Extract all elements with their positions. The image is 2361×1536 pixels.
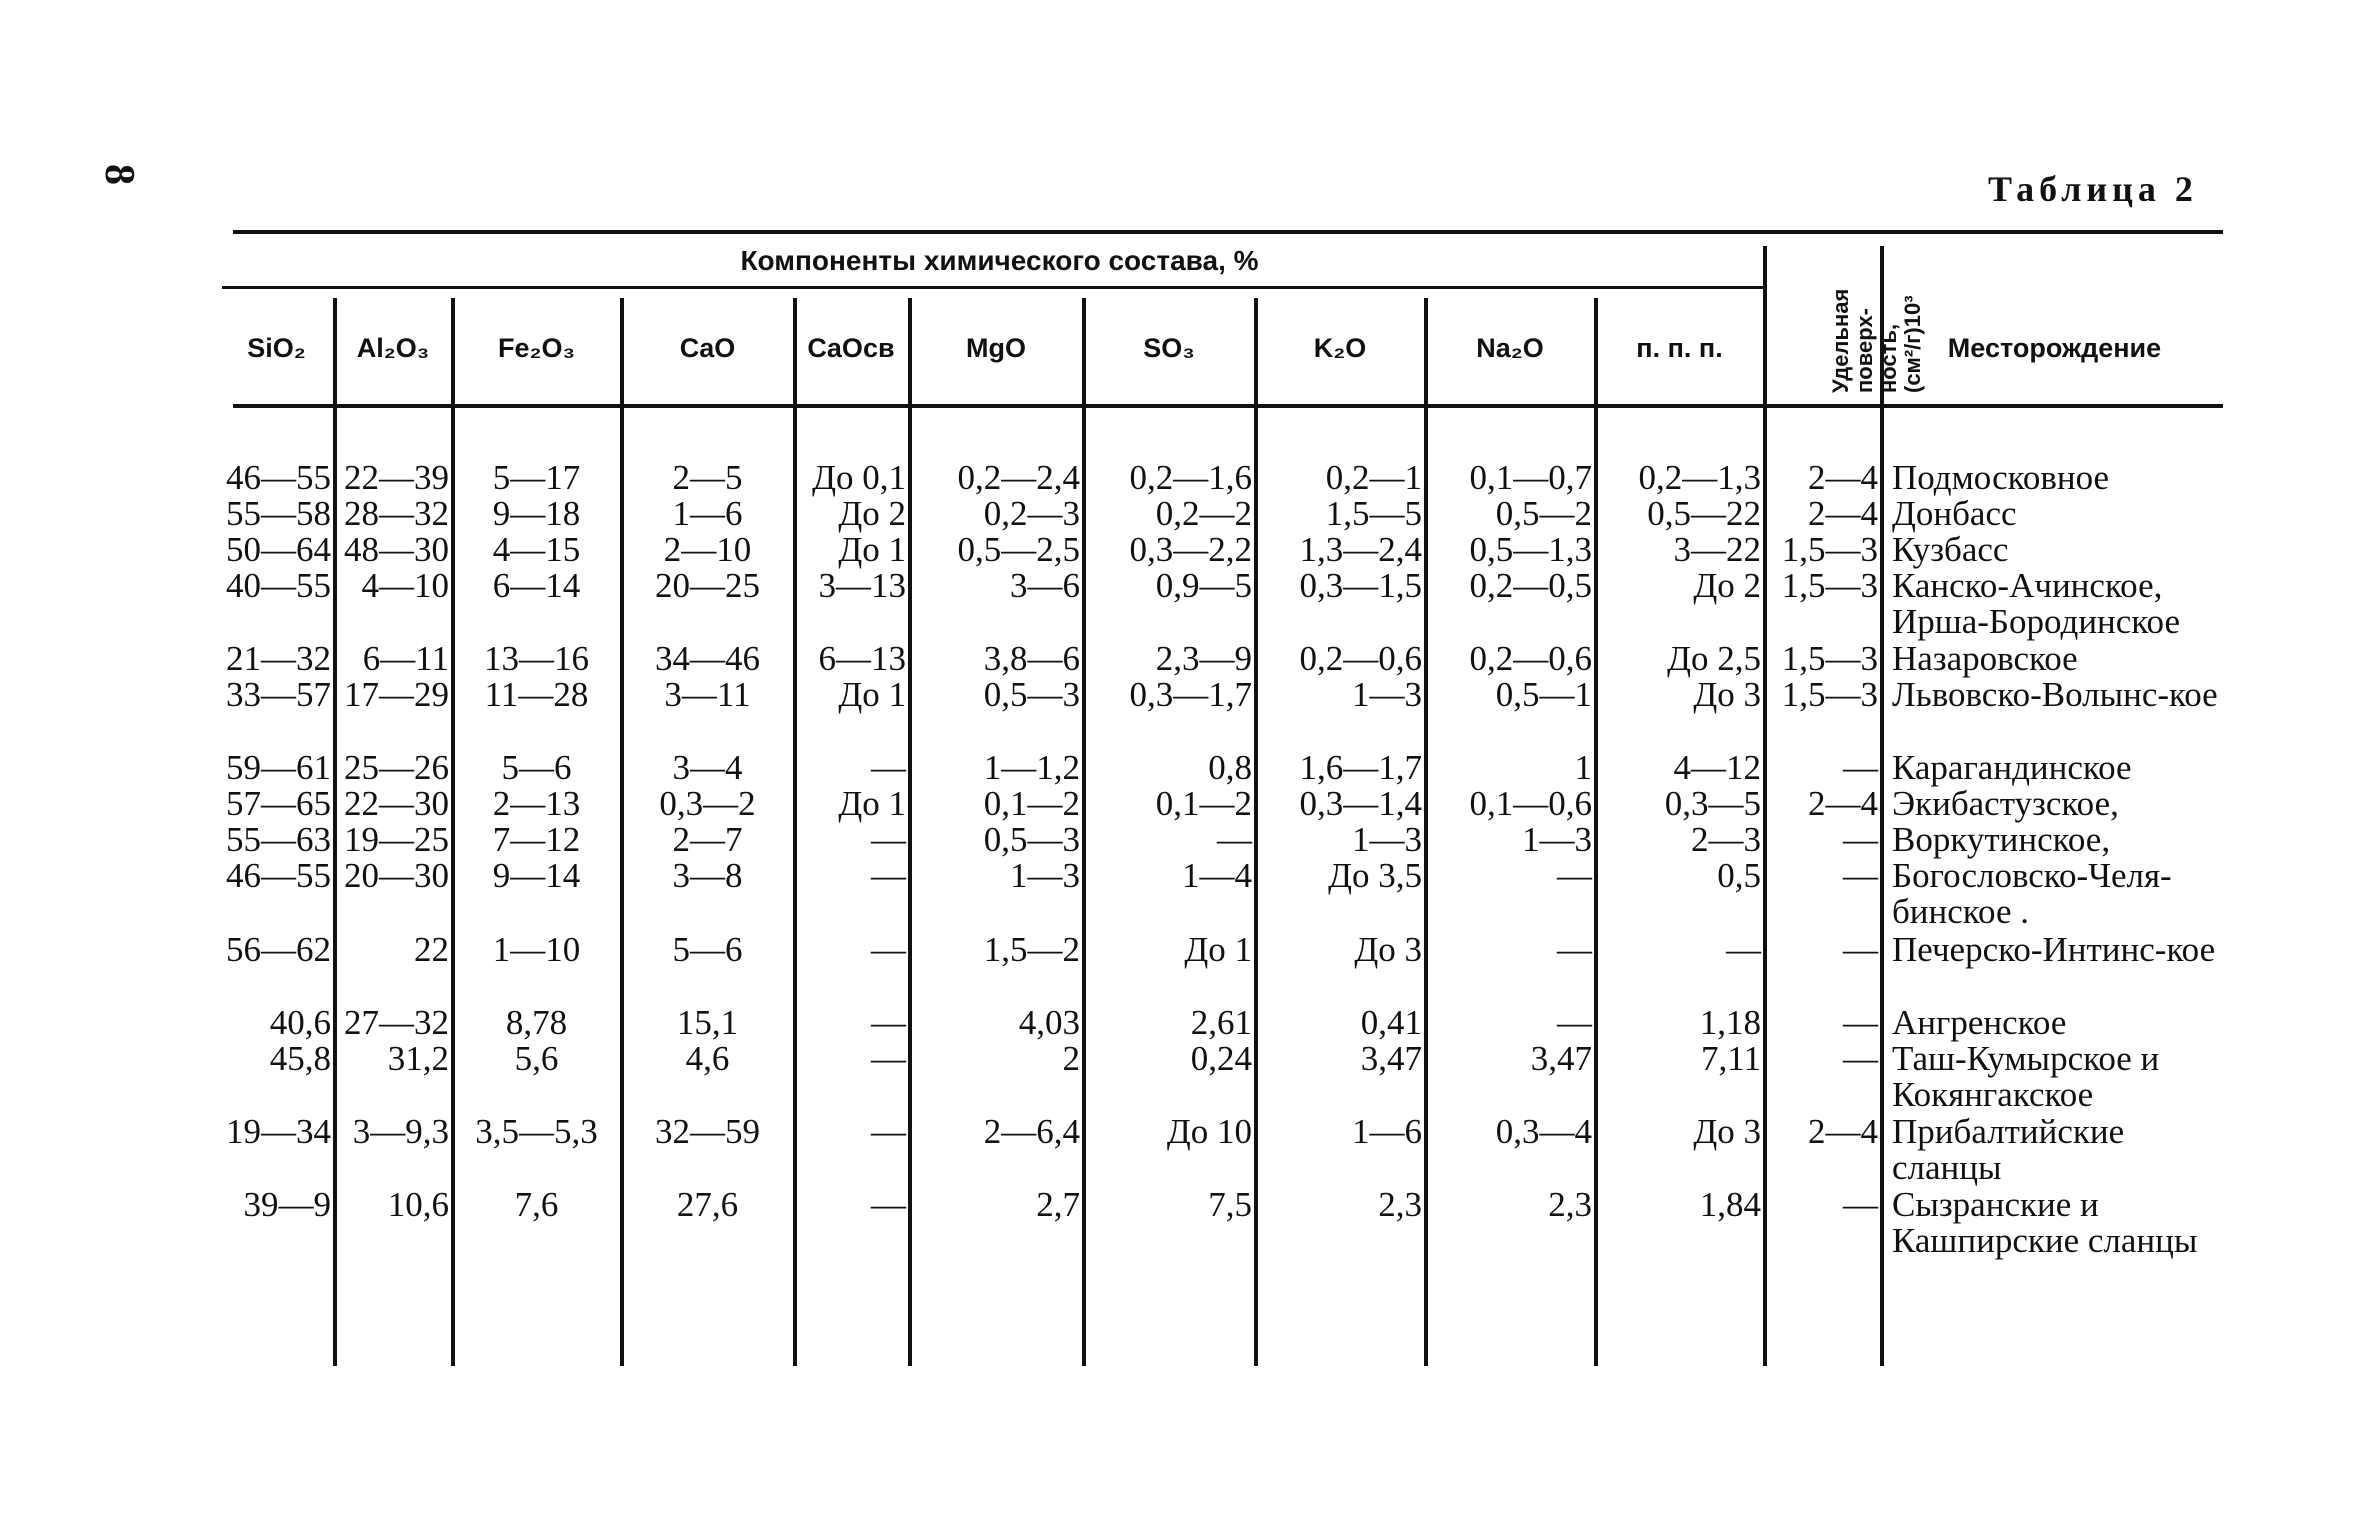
cell-surface: — bbox=[1843, 1003, 1878, 1042]
cell-loss-on-ignition: 1,18 bbox=[1699, 1003, 1761, 1042]
cell-na2o: 0,2—0,6 bbox=[1469, 639, 1592, 678]
cell-mgo: 1,5—2 bbox=[983, 930, 1080, 969]
cell-na2o: 1—3 bbox=[1522, 820, 1592, 859]
cell-loss-on-ignition: 0,3—5 bbox=[1664, 784, 1761, 823]
cell-fe2o3: 5—6 bbox=[501, 748, 572, 787]
page-number: 8 bbox=[96, 164, 142, 185]
cell-fe2o3: 7,6 bbox=[514, 1185, 559, 1224]
cell-fe2o3: 11—28 bbox=[484, 675, 589, 714]
cell-deposit: Сызранские и Кашпирские сланцы bbox=[1892, 1185, 2198, 1260]
cell-k2o: 1,3—2,4 bbox=[1299, 530, 1422, 569]
cell-deposit: Прибалтийские сланцы bbox=[1892, 1112, 2125, 1187]
cell-k2o: 1,6—1,7 bbox=[1299, 748, 1422, 787]
cell-al2o3: 28—32 bbox=[344, 494, 449, 533]
cell-cao-free: 3—13 bbox=[818, 566, 906, 605]
cell-loss-on-ignition: 0,5—22 bbox=[1647, 494, 1761, 533]
cell-al2o3: 22—39 bbox=[344, 458, 449, 497]
cell-surface: 1,5—3 bbox=[1781, 675, 1878, 714]
cell-cao-free: До 0,1 bbox=[812, 458, 906, 497]
cell-cao: 2—5 bbox=[672, 458, 743, 497]
cell-al2o3: 10,6 bbox=[387, 1185, 449, 1224]
cell-fe2o3: 8,78 bbox=[505, 1003, 568, 1042]
cell-na2o: 0,1—0,7 bbox=[1469, 458, 1592, 497]
cell-so3: 7,5 bbox=[1208, 1185, 1252, 1224]
cell-so3: 2,61 bbox=[1190, 1003, 1252, 1042]
cell-k2o: 0,3—1,5 bbox=[1299, 566, 1422, 605]
cell-cao-free: До 1 bbox=[838, 784, 906, 823]
cell-cao-free: До 1 bbox=[838, 530, 906, 569]
cell-mgo: 1—1,2 bbox=[983, 748, 1080, 787]
cell-al2o3: 19—25 bbox=[344, 820, 449, 859]
group-rule bbox=[222, 286, 1767, 289]
cell-sio2: 40—55 bbox=[226, 566, 331, 605]
cell-surface: 1,5—3 bbox=[1781, 566, 1878, 605]
cell-surface: 1,5—3 bbox=[1781, 530, 1878, 569]
cell-loss-on-ignition: 2—3 bbox=[1691, 820, 1761, 859]
cell-na2o: 0,5—1,3 bbox=[1469, 530, 1592, 569]
cell-so3: 2,3—9 bbox=[1155, 639, 1252, 678]
cell-mgo: 0,2—2,4 bbox=[957, 458, 1080, 497]
cell-mgo: 2—6,4 bbox=[983, 1112, 1080, 1151]
cell-cao-free: 6—13 bbox=[818, 639, 906, 678]
cell-so3: 0,2—2 bbox=[1155, 494, 1252, 533]
cell-mgo: 2,7 bbox=[1036, 1185, 1080, 1224]
cell-sio2: 46—55 bbox=[226, 856, 331, 895]
cell-loss-on-ignition: 3—22 bbox=[1673, 530, 1761, 569]
cell-mgo: 0,1—2 bbox=[983, 784, 1080, 823]
cell-cao: 4,6 bbox=[685, 1039, 730, 1078]
cell-deposit: Воркутинское, bbox=[1892, 820, 2111, 859]
cell-al2o3: 22—30 bbox=[344, 784, 449, 823]
cell-sio2: 33—57 bbox=[226, 675, 331, 714]
cell-fe2o3: 9—18 bbox=[492, 494, 581, 533]
cell-na2o: 0,5—2 bbox=[1495, 494, 1592, 533]
cell-loss-on-ignition: 7,11 bbox=[1701, 1039, 1761, 1078]
cell-cao: 3—11 bbox=[664, 675, 751, 714]
cell-k2o: 0,3—1,4 bbox=[1299, 784, 1422, 823]
cell-al2o3: 6—11 bbox=[362, 639, 449, 678]
cell-surface: — bbox=[1843, 930, 1878, 969]
cell-fe2o3: 13—16 bbox=[484, 639, 589, 678]
cell-mgo: 3,8—6 bbox=[983, 639, 1080, 678]
cell-sio2: 55—58 bbox=[226, 494, 331, 533]
cell-sio2: 56—62 bbox=[226, 930, 331, 969]
table-title: Таблица 2 bbox=[1988, 169, 2198, 209]
cell-mgo: 1—3 bbox=[1010, 856, 1080, 895]
cell-fe2o3: 4—15 bbox=[492, 530, 581, 569]
cell-sio2: 45,8 bbox=[269, 1039, 331, 1078]
cell-loss-on-ignition: До 2 bbox=[1693, 566, 1761, 605]
cell-k2o: 2,3 bbox=[1378, 1185, 1422, 1224]
cell-al2o3: 4—10 bbox=[361, 566, 449, 605]
cell-al2o3: 20—30 bbox=[344, 856, 449, 895]
cell-k2o: 0,2—1 bbox=[1325, 458, 1422, 497]
cell-cao-free: До 2 bbox=[838, 494, 906, 533]
cell-so3: 0,3—2,2 bbox=[1129, 530, 1252, 569]
cell-so3: 0,1—2 bbox=[1155, 784, 1252, 823]
cell-al2o3: 25—26 bbox=[344, 748, 449, 787]
cell-al2o3: 3—9,3 bbox=[352, 1112, 449, 1151]
cell-deposit: Печерско-Интинс-кое bbox=[1892, 930, 2216, 969]
cell-surface: 2—4 bbox=[1808, 1112, 1878, 1151]
cell-na2o: — bbox=[1557, 1003, 1592, 1042]
cell-k2o: 1,5—5 bbox=[1325, 494, 1422, 533]
cell-loss-on-ignition: — bbox=[1726, 930, 1761, 969]
cell-deposit: Львовско-Волынс-кое bbox=[1892, 675, 2218, 714]
cell-sio2: 21—32 bbox=[226, 639, 331, 678]
cell-sio2: 39—9 bbox=[243, 1185, 331, 1224]
cell-fe2o3: 6—14 bbox=[492, 566, 581, 605]
cell-so3: 0,9—5 bbox=[1155, 566, 1252, 605]
cell-na2o: 0,1—0,6 bbox=[1469, 784, 1592, 823]
cell-so3: 0,8 bbox=[1208, 748, 1252, 787]
col-header-fe2o3: Fe₂O₃ bbox=[498, 332, 575, 363]
cell-so3: До 10 bbox=[1166, 1112, 1252, 1151]
top-rule bbox=[233, 230, 2223, 234]
cell-al2o3: 17—29 bbox=[344, 675, 449, 714]
cell-surface: 2—4 bbox=[1808, 494, 1878, 533]
cell-k2o: 1—3 bbox=[1352, 675, 1422, 714]
cell-cao: 15,1 bbox=[676, 1003, 739, 1042]
cell-na2o: 2,3 bbox=[1548, 1185, 1592, 1224]
col-header-mgo: MgO bbox=[966, 332, 1026, 363]
cell-surface: — bbox=[1843, 820, 1878, 859]
cell-cao: 32—59 bbox=[655, 1112, 760, 1151]
column-divider bbox=[1880, 246, 1884, 1366]
cell-k2o: До 3 bbox=[1354, 930, 1422, 969]
cell-sio2: 19—34 bbox=[226, 1112, 331, 1151]
cell-k2o: 0,2—0,6 bbox=[1299, 639, 1422, 678]
cell-deposit: Донбасс bbox=[1892, 494, 2017, 533]
cell-surface: — bbox=[1843, 1039, 1878, 1078]
cell-deposit: Назаровское bbox=[1892, 639, 2078, 678]
cell-surface: 2—4 bbox=[1808, 784, 1878, 823]
cell-so3: — bbox=[1217, 820, 1252, 859]
cell-loss-on-ignition: 0,5 bbox=[1717, 856, 1761, 895]
cell-na2o: 0,3—4 bbox=[1495, 1112, 1592, 1151]
cell-deposit: Подмосковное bbox=[1892, 458, 2110, 497]
cell-cao-free: — bbox=[871, 1185, 906, 1224]
cell-k2o: 3,47 bbox=[1360, 1039, 1422, 1078]
cell-al2o3: 27—32 bbox=[344, 1003, 449, 1042]
cell-mgo: 0,5—3 bbox=[983, 675, 1080, 714]
cell-al2o3: 22 bbox=[414, 930, 449, 969]
cell-fe2o3: 5,6 bbox=[514, 1039, 559, 1078]
cell-cao: 34—46 bbox=[655, 639, 760, 678]
cell-loss-on-ignition: До 3 bbox=[1693, 675, 1761, 714]
cell-cao-free: — bbox=[871, 820, 906, 859]
cell-mgo: 4,03 bbox=[1018, 1003, 1080, 1042]
cell-fe2o3: 9—14 bbox=[492, 856, 581, 895]
group-header: Компоненты химического состава, % bbox=[740, 245, 1259, 276]
deposit-header: Месторождение bbox=[1947, 332, 2162, 363]
cell-sio2: 46—55 bbox=[226, 458, 331, 497]
cell-cao-free: — bbox=[871, 1039, 906, 1078]
cell-cao: 0,3—2 bbox=[659, 784, 756, 823]
cell-cao-free: — bbox=[871, 1003, 906, 1042]
cell-mgo: 0,5—2,5 bbox=[957, 530, 1080, 569]
cell-loss-on-ignition: 1,84 bbox=[1699, 1185, 1761, 1224]
cell-na2o: — bbox=[1557, 930, 1592, 969]
col-header-loss-on-ignition: п. п. п. bbox=[1636, 332, 1723, 363]
cell-loss-on-ignition: До 3 bbox=[1693, 1112, 1761, 1151]
cell-mgo: 3—6 bbox=[1010, 566, 1080, 605]
cell-cao: 2—10 bbox=[663, 530, 752, 569]
cell-k2o: 0,41 bbox=[1360, 1003, 1422, 1042]
cell-cao: 1—6 bbox=[672, 494, 743, 533]
cell-surface: 2—4 bbox=[1808, 458, 1878, 497]
col-header-cao-free: CaOсв bbox=[807, 332, 895, 363]
cell-cao: 20—25 bbox=[655, 566, 760, 605]
cell-mgo: 0,2—3 bbox=[983, 494, 1080, 533]
cell-al2o3: 31,2 bbox=[387, 1039, 449, 1078]
cell-deposit: Экибастузское, bbox=[1892, 784, 2119, 823]
cell-cao: 3—4 bbox=[672, 748, 743, 787]
cell-surface: — bbox=[1843, 1185, 1878, 1224]
cell-mgo: 2 bbox=[1062, 1039, 1080, 1078]
cell-fe2o3: 2—13 bbox=[492, 784, 581, 823]
cell-so3: 0,2—1,6 bbox=[1129, 458, 1252, 497]
cell-sio2: 59—61 bbox=[226, 748, 331, 787]
cell-deposit: Ангренское bbox=[1892, 1003, 2067, 1042]
header-bottom-rule bbox=[233, 404, 2223, 408]
cell-fe2o3: 7—12 bbox=[492, 820, 581, 859]
col-header-sio2: SiO₂ bbox=[247, 332, 306, 363]
cell-loss-on-ignition: 0,2—1,3 bbox=[1638, 458, 1761, 497]
cell-cao: 27,6 bbox=[676, 1185, 739, 1224]
cell-deposit: Кузбасс bbox=[1892, 530, 2009, 569]
cell-so3: До 1 bbox=[1184, 930, 1252, 969]
col-header-al2o3: Al₂O₃ bbox=[356, 332, 430, 363]
cell-na2o: 0,5—1 bbox=[1495, 675, 1592, 714]
cell-na2o: 1 bbox=[1574, 748, 1592, 787]
cell-deposit: Таш-Кумырское и Кокянгакское bbox=[1892, 1039, 2160, 1114]
cell-cao-free: — bbox=[871, 856, 906, 895]
cell-cao-free: — bbox=[871, 748, 906, 787]
cell-cao: 5—6 bbox=[672, 930, 743, 969]
cell-cao: 3—8 bbox=[672, 856, 743, 895]
cell-deposit: Канско-Ачинское, Ирша-Бородинское bbox=[1892, 566, 2180, 641]
cell-sio2: 50—64 bbox=[226, 530, 331, 569]
cell-cao-free: До 1 bbox=[838, 675, 906, 714]
cell-al2o3: 48—30 bbox=[344, 530, 449, 569]
surface-header-text: Удельная поверх- ность, (см²/г)10³ bbox=[1828, 288, 1925, 393]
col-header-so3: SO₃ bbox=[1143, 332, 1195, 363]
cell-mgo: 0,5—3 bbox=[983, 820, 1080, 859]
cell-surface: 1,5—3 bbox=[1781, 639, 1878, 678]
cell-na2o: 0,2—0,5 bbox=[1469, 566, 1592, 605]
cell-so3: 1—4 bbox=[1182, 856, 1252, 895]
cell-na2o: — bbox=[1557, 856, 1592, 895]
cell-k2o: 1—6 bbox=[1352, 1112, 1422, 1151]
cell-k2o: 1—3 bbox=[1352, 820, 1422, 859]
cell-fe2o3: 3,5—5,3 bbox=[475, 1112, 598, 1151]
cell-surface: — bbox=[1843, 748, 1878, 787]
cell-deposit: Богословско-Челя-бинское . bbox=[1892, 856, 2172, 931]
cell-loss-on-ignition: До 2,5 bbox=[1667, 639, 1761, 678]
cell-so3: 0,24 bbox=[1190, 1039, 1252, 1078]
cell-k2o: До 3,5 bbox=[1328, 856, 1422, 895]
cell-loss-on-ignition: 4—12 bbox=[1673, 748, 1761, 787]
cell-sio2: 40,6 bbox=[269, 1003, 331, 1042]
cell-so3: 0,3—1,7 bbox=[1129, 675, 1252, 714]
cell-na2o: 3,47 bbox=[1530, 1039, 1592, 1078]
col-header-na2o: Na₂O bbox=[1476, 332, 1544, 363]
cell-fe2o3: 1—10 bbox=[492, 930, 581, 969]
cell-cao: 2—7 bbox=[672, 820, 743, 859]
cell-fe2o3: 5—17 bbox=[492, 458, 581, 497]
col-header-k2o: K₂O bbox=[1313, 332, 1367, 363]
cell-surface: — bbox=[1843, 856, 1878, 895]
cell-cao-free: — bbox=[871, 930, 906, 969]
cell-deposit: Карагандинское bbox=[1892, 748, 2132, 787]
col-header-cao: CaO bbox=[679, 332, 736, 363]
surface-header bbox=[1773, 248, 1925, 398]
cell-sio2: 57—65 bbox=[226, 784, 331, 823]
cell-cao-free: — bbox=[871, 1112, 906, 1151]
cell-sio2: 55—63 bbox=[226, 820, 331, 859]
